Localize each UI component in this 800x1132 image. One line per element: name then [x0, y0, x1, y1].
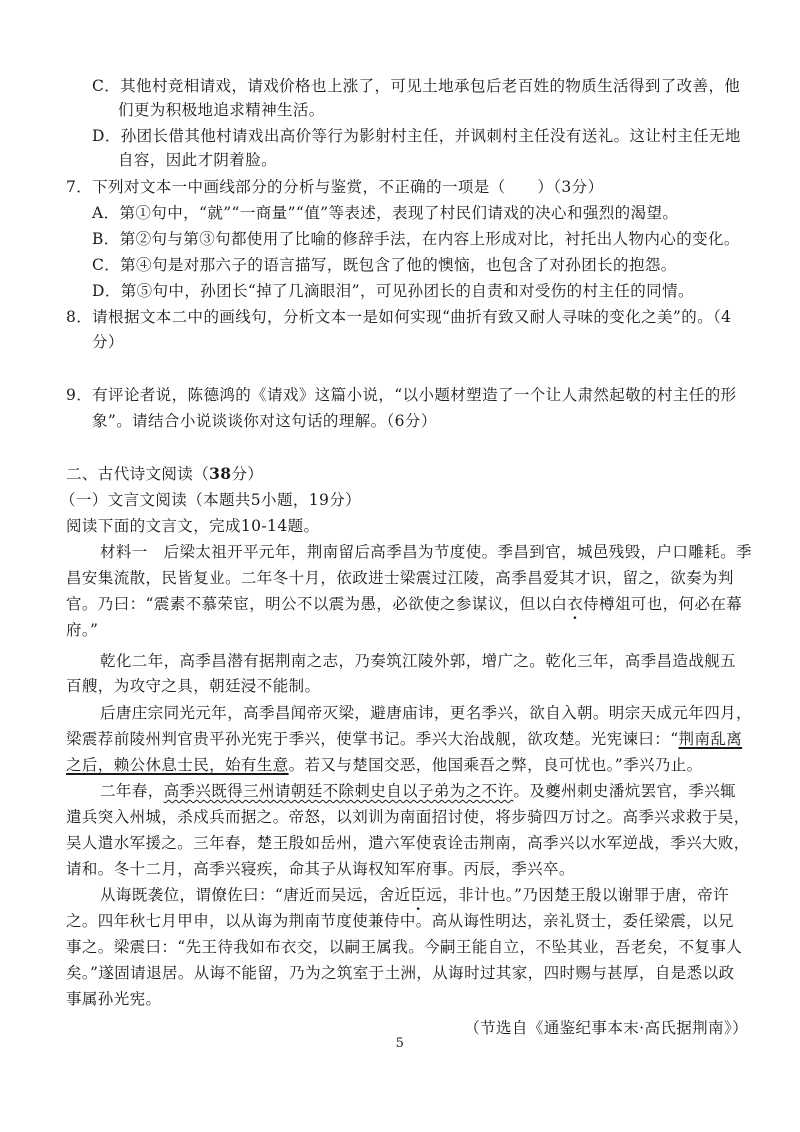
passage-p5-line3: 事之。梁震曰：“先王待我如布衣交，以嗣王属我。今嗣王能自立，不坠其业，吾老矣，不复事人 [66, 938, 743, 956]
passage-p1-line3 [66, 594, 742, 614]
q8-line1: 8．请根据文本二中的画线句，分析文本一是如何实现“曲折有致又耐人寻味的变化之美”的。（4 [66, 308, 732, 326]
passage-p2-line2: 百艘，为攻守之具，朝廷浸不能制。 [66, 677, 321, 695]
passage-p3-line1: 后唐庄宗同光元年，高季昌闻帝灭梁，避唐庙讳，更名季兴，欲自入朝。明宗天成元年四月， [100, 704, 752, 722]
q6-option-c-line1: C．其他村竞相请戏，请戏价格也上涨了，可见土地承包后老百姓的物质生活得到了改善，他 [92, 77, 741, 95]
passage-source: （节选自《通鉴纪事本末·高氏据荆南》） [464, 1019, 748, 1037]
section-heading-score: 38 [209, 464, 232, 483]
q7-option-d: D．第⑤句中，孙团长“掉了几滴眼泪”，可见孙团长的自责和对受伤的村主任的同情。 [92, 282, 694, 300]
subsection-heading: （一）文言文阅读（本题共5小题，19分） [60, 491, 362, 509]
q6-option-d-line2: 自容，因此才阴着脸。 [118, 151, 278, 169]
passage-p1-line3-b: 侍樽俎可也，何必在幕 [583, 595, 743, 613]
q9-line1: 9．有评论者说，陈德鸿的《请戏》这篇小说，“以小题材塑造了一个让人肃然起敬的村主任的形 [66, 386, 737, 404]
passage-p1-line1: 材料一 后梁太祖开平元年，荆南留后高季昌为节度使。季昌到官，城邑残毁，户口雕耗。季 [100, 543, 752, 561]
passage-p5-line1-a: 从诲既袭位，谓僚佐曰：“唐近而吴远，舍近 [100, 886, 411, 904]
passage-p3-line3-b: 。若又与楚国交恶，他国乘吾之弊，良可忧也。”季兴乃止。 [288, 756, 703, 774]
passage-p1-line2: 昌安集流散，民皆复业。二年冬十月，依政进士梁震过江陵，高季昌爱其才识，留之，欲奏为判 [66, 569, 734, 587]
q7-option-c: C．第④句是对那六子的语言描写，既包含了他的懊恼，也包含了对孙团长的抱怨。 [92, 256, 677, 274]
section-heading [66, 464, 263, 484]
passage-p4-line1 [100, 781, 736, 801]
q7-option-a: A．第①句中，“就”“一商量”“值”等表述，表现了村民们请戏的决心和强烈的渴望。 [92, 204, 679, 222]
passage-p1-line4: 府。” [66, 621, 99, 639]
q6-option-c-line2: 们更为积极地追求精神生活。 [118, 101, 325, 119]
passage-p4-line1-b: 。及夔州刺史潘炕罢官，季兴辄 [513, 782, 737, 800]
q9-line2: 象”。请结合小说谈谈你对这句话的理解。（6分） [92, 412, 437, 430]
underlined-sentence-part1: 荆南乱离 [678, 730, 743, 748]
wavy-underlined-sentence: 高季兴既得三州请朝廷不除刺史自以子弟为之不许 [163, 782, 514, 800]
section-heading-post: 分） [231, 465, 264, 483]
passage-p5-line4: 矣。”遂固请退居。从诲不能留，乃为之筑室于土洲，从诲时过其家，四时赐与甚厚，自是悉以政 [66, 964, 735, 982]
q7-stem: 7．下列对文本一中画线部分的分析与鉴赏，不正确的一项是（ ）（3分） [66, 178, 604, 196]
passage-p3-line2-a: 梁震荐前陵州判官贵平孙光宪于季兴，使掌书记。季兴大治战舰，欲攻楚。光宪谏曰：“ [66, 730, 679, 748]
dotted-char-yi: 衣 [567, 595, 584, 613]
page-number: 5 [395, 1036, 405, 1051]
passage-p4-line2: 遣兵突入州城，杀戍兵而据之。帝怒，以刘训为南面招讨使，将步骑四万讨之。高季兴求救于吴， [66, 808, 750, 826]
passage-p4-line4: 请和。冬十二月，高季兴寝疾，命其子从诲权知军府事。丙辰，季兴卒。 [66, 860, 575, 878]
passage-p2-line1: 乾化二年，高季昌潜有据荆南之志，乃奏筑江陵外郭，增广之。乾化三年，高季昌造战舰五 [100, 652, 737, 670]
q7-option-b: B．第②句与第③句都使用了比喻的修辞手法，在内容上形成对比，衬托出人物内心的变化。 [92, 230, 740, 248]
q8-line2: 分） [92, 333, 124, 351]
passage-p5-line1 [100, 885, 729, 905]
reading-instruction: 阅读下面的文言文，完成10-14题。 [66, 517, 320, 535]
passage-p5-line5: 事属孙光宪。 [66, 990, 162, 1008]
section-heading-pre: 二、古代诗文阅读（ [66, 465, 210, 483]
passage-p5-line2: 之。四年秋七月甲申，以从诲为荆南节度使兼侍中。高从诲性明达，亲礼贤士，委任梁震，以兄 [66, 912, 734, 930]
passage-p1-line3-a: 官。乃曰：“震素不慕荣宦，明公不以震为愚，必欲使之参谋议，但以白 [66, 595, 568, 613]
passage-p3-line3 [66, 755, 703, 775]
passage-p4-line1-a: 二年春， [100, 782, 164, 800]
dotted-char-chen: 臣 [410, 886, 427, 904]
passage-p3-line2 [66, 729, 742, 749]
underlined-sentence-part2: 之后，赖公休息士民，始有生意 [66, 756, 289, 774]
q6-option-d-line1: D．孙团长借其他村请戏出高价等行为影射村主任，并讽刺村主任没有送礼。这让村主任无地 [92, 127, 741, 145]
passage-p5-line1-b: 远，非计也。”乃因楚王殷以谢罪于唐，帝许 [426, 886, 730, 904]
passage-p4-line3: 吴人遣水军援之。三年春，楚王殷如岳州，遣六军使袁诠击荆南，高季兴以水军逆战，季兴大败， [66, 834, 750, 852]
